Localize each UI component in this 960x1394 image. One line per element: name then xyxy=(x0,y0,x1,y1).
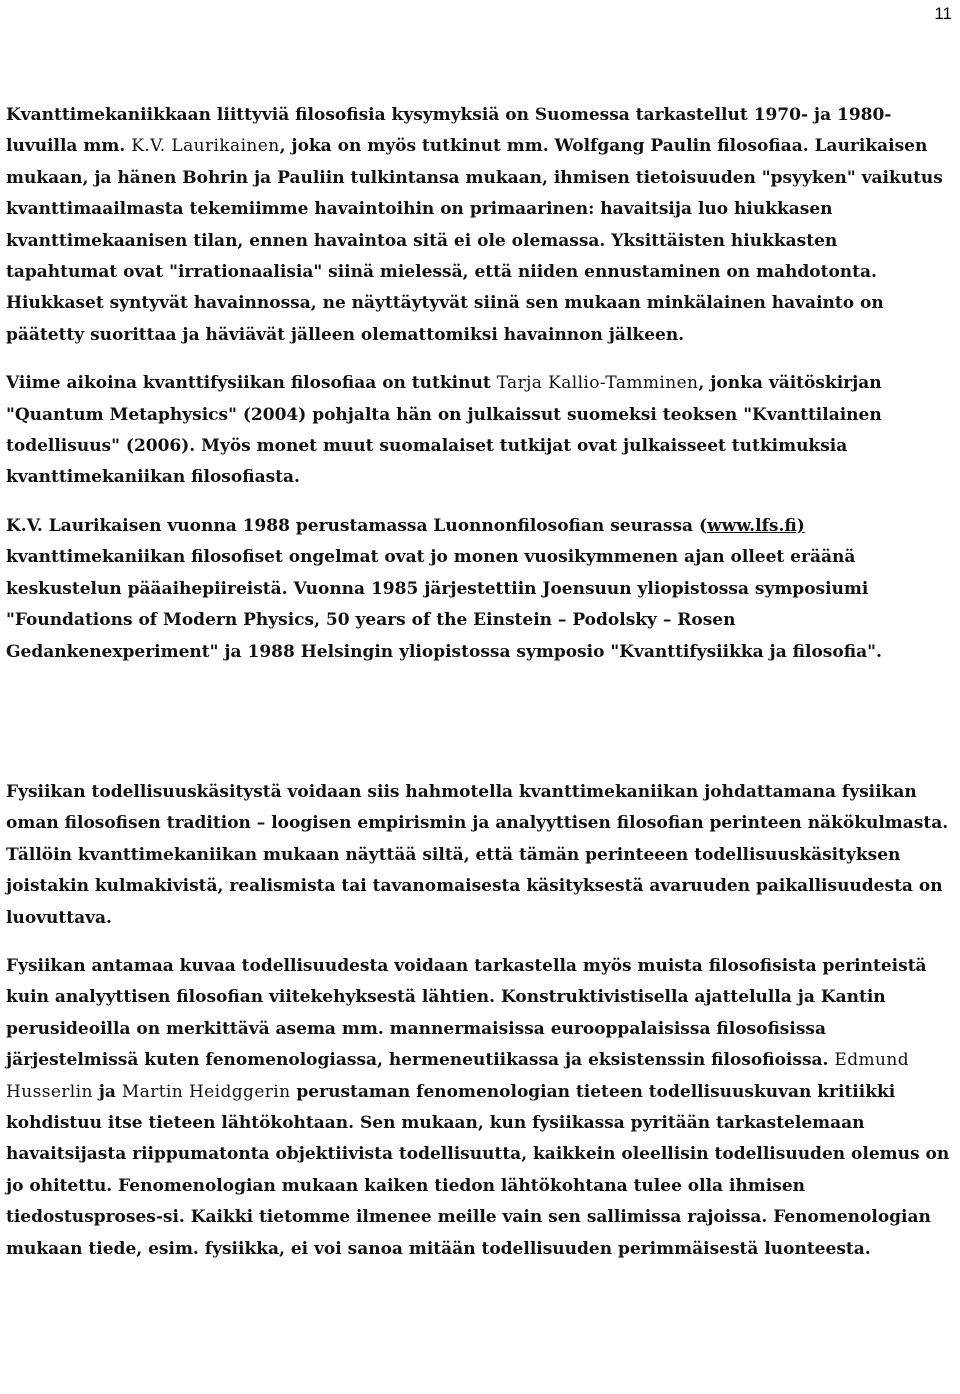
paragraph-text: perustaman fenomenologian tieteen todellisuuskuvan kritiikki kohdistuu itse tieteen lähtökohtaan. Sen mukaan, kun fysiikassa pyritään tarkastelemaan havaitsijasta riippumatonta objektiivista todellisuutta, kaikkein oleellisin todellisuuden olemus on jo ohitettu. Fenomenologian mukaan kaiken tiedon lähtökohtana tulee olla ihmisen tiedostusproses-si. Kaikki tietomme ilmenee meille vain sen sallimissa rajoissa. Fenomenologian mukaan tiede, esim. fysiikka, ei voi sanoa mitään todellisuuden perimmäisestä luonteesta. xyxy=(6,1081,950,1259)
person-name: Tarja Kallio-Tamminen xyxy=(496,373,699,394)
document-body xyxy=(6,100,952,1282)
paragraph-text: kvanttimekaniikan filosofiset ongelmat ovat jo monen vuosikymmenen ajan olleet eräänä keskustelun pääaihepiireistä. Vuonna 1985 järjestettiin Joensuun yliopistossa symposiumi "Foundations of Modern Physics, 50 years of the Einstein – Podolsky – Rosen Gedankenexperiment" ja 1988 Helsingin yliopistossa symposio "Kvanttifysiikka ja filosofia". xyxy=(6,547,882,662)
paragraph-text: , jonka väitöskirjan "Quantum Metaphysics" (2004) pohjalta hän on julkaissut suomeksi teoksen "Kvanttilainen todellisuus" (2006). Myös monet muut suomalaiset tutkijat ovat julkaisseet tutkimuksia kvanttimekaniikan filosofiasta. xyxy=(6,373,882,488)
paragraph-laurikainen xyxy=(6,100,952,351)
page-number: 11 xyxy=(934,4,952,23)
paragraph-text: Fysiikan todellisuuskäsitystä voidaan siis hahmotella kvanttimekaniikan johdattamana fysiikan oman filosofisen tradition – loogisen empirismin ja analyyttisen filosofian perinteen näkökulmasta. Tällöin kvanttimekaniikan mukaan näyttää siltä, että tämän perinteeen todellisuuskäsityksen joistakin kulmakivistä, realismista tai tavanomaisesta käsityksestä avaruuden paikallisuudesta on luovuttava. xyxy=(6,781,949,928)
paragraph-text: Fysiikan antamaa kuvaa todellisuudesta voidaan tarkastella myös muista filosofisista perinteistä kuin analyyttisen filosofian viitekehyksestä lähtien. Konstruktivistisella ajattelulla ja Kantin perusideoilla on merkittävä asema mm. mannermaisissa eurooppalaisissa filosofisissa järjestelmissä kuten fenomenologiassa, hermeneutiikassa ja eksistenssin filosofioissa. xyxy=(6,955,927,1071)
paragraph-kallio-tamminen xyxy=(6,368,952,494)
person-name: Martin Heidggerin xyxy=(121,1081,291,1102)
lfs-link[interactable]: www.lfs.fi) xyxy=(707,515,805,536)
person-name: Edmund Husserlin xyxy=(6,1050,909,1102)
paragraph-text: ja xyxy=(92,1081,122,1102)
paragraph-text: Kvanttimekaniikkaan liittyviä filosofisia kysymyksiä on Suomessa tarkastellut 1970- ja 1980-luvuilla mm. xyxy=(6,105,892,157)
paragraph-lfs xyxy=(6,511,952,668)
section-spacer xyxy=(6,685,952,777)
paragraph-text: K.V. Laurikaisen vuonna 1988 perustamassa Luonnonfilosofian seurassa ( xyxy=(6,515,708,536)
paragraph-realism xyxy=(6,777,952,934)
paragraph-phenomenology xyxy=(6,951,952,1265)
paragraph-text: Viime aikoina kvanttifysiikan filosofiaa on tutkinut xyxy=(6,373,497,394)
paragraph-text: , joka on myös tutkinut mm. Wolfgang Paulin filosofiaa. Laurikaisen mukaan, ja hänen Bohrin ja Pauliin tulkintansa mukaan, ihmisen tietoisuuden "psyyken" vaikutus kvanttimaailmasta tekemiimme havaintoihin on primaarinen: havaitsija luo hiukkasen kvanttimekaanisen tilan, ennen havaintoa sitä ei ole olemassa. Yksittäisten hiukkasten tapahtumat ovat "irrationaalisia" siinä mielessä, että niiden ennustaminen on mahdotonta. Hiukkaset syntyvät havainnossa, ne näyttäytyvät siinä sen mukaan minkälainen havainto on päätetty suorittaa ja häviävät jälleen olemattomiksi havainnon jälkeen. xyxy=(6,136,943,345)
person-name: K.V. Laurikainen xyxy=(131,136,280,157)
